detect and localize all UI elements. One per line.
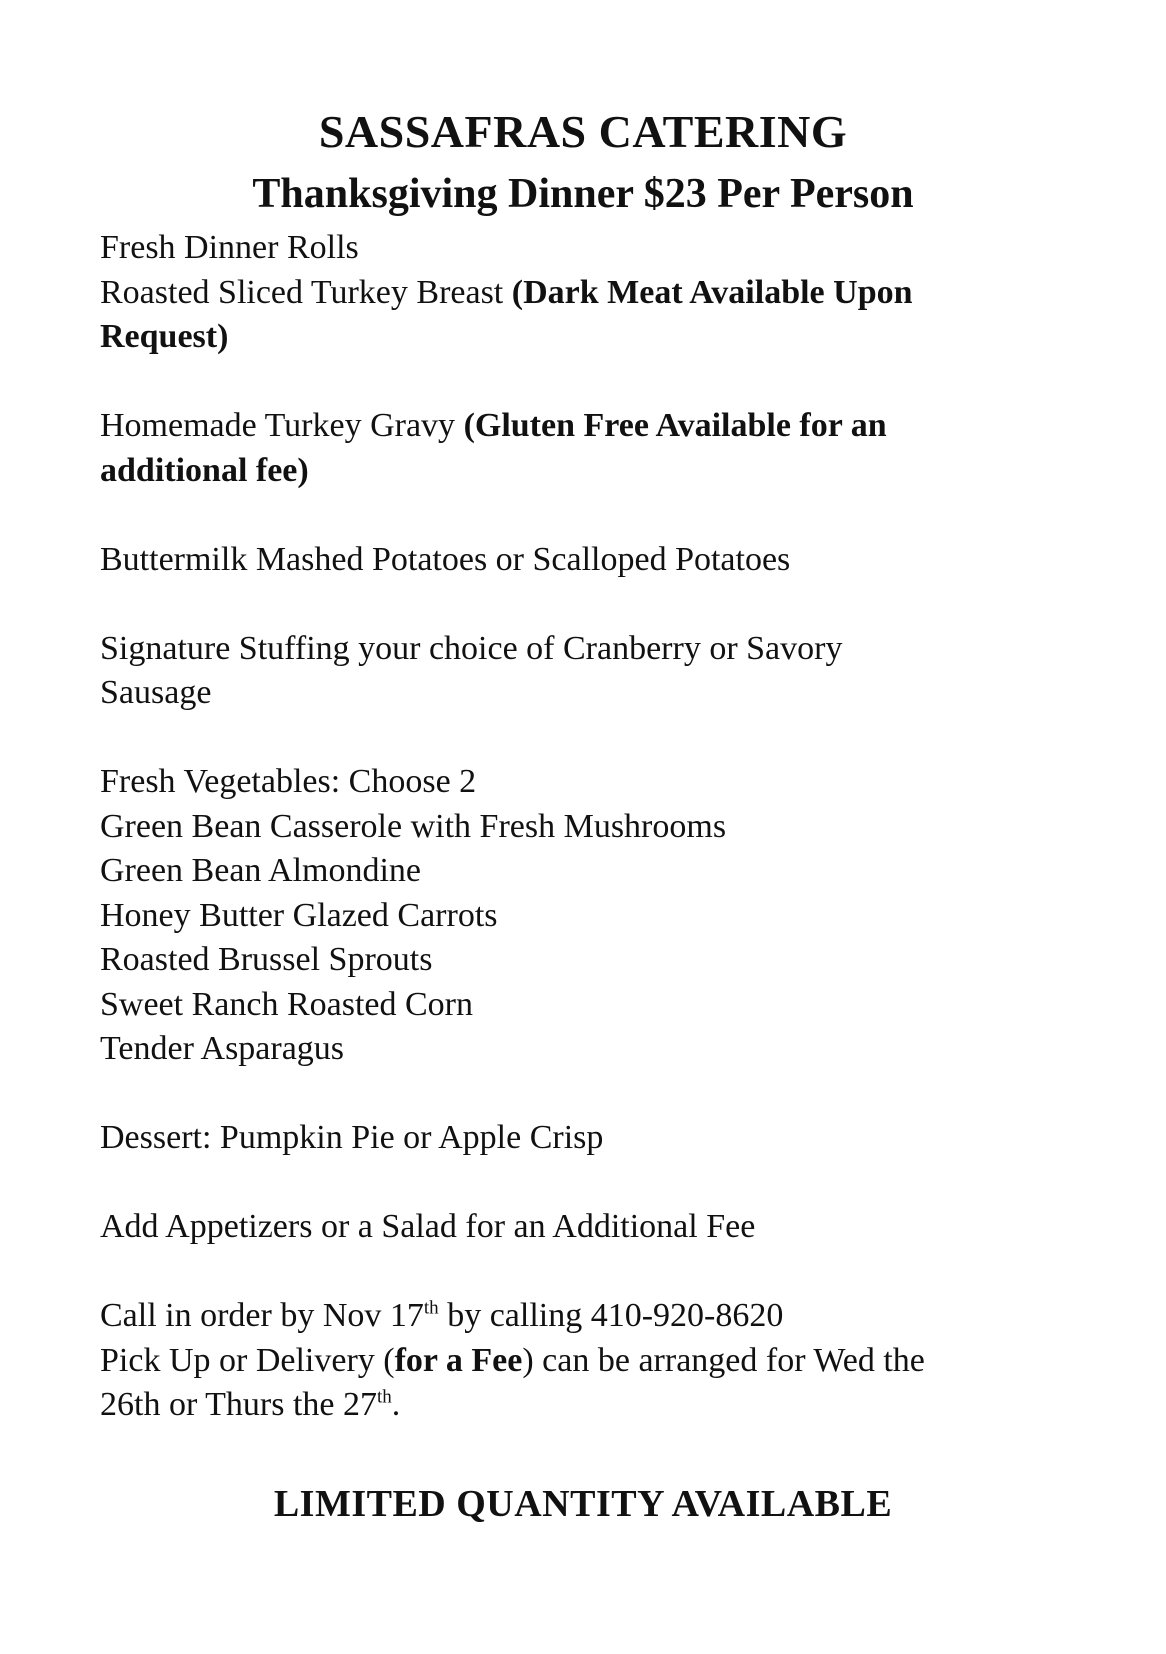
gravy-note-continued: additional fee) bbox=[100, 451, 309, 489]
vegetable-item: Green Bean Casserole with Fresh Mushrooms bbox=[100, 807, 727, 845]
spacer bbox=[100, 582, 1090, 627]
limited-quantity-notice: LIMITED QUANTITY AVAILABLE bbox=[273, 1483, 893, 1525]
spacer bbox=[100, 1250, 1090, 1295]
menu-item-rolls: Fresh Dinner Rolls bbox=[100, 229, 359, 266]
pickup-dates: 26th or Thurs the 27 bbox=[100, 1386, 378, 1423]
menu-item-stuffing: Signature Stuffing your choice of Cranberry or Savory bbox=[100, 629, 843, 667]
pickup-arrangement: ) can be arranged for Wed the bbox=[522, 1341, 925, 1379]
spacer bbox=[100, 1072, 1090, 1117]
pickup-line bbox=[100, 1339, 1090, 1384]
menu-list bbox=[100, 226, 1090, 1428]
pickup-dates-line bbox=[100, 1383, 1090, 1428]
vegetable-item: Sweet Ranch Roasted Corn bbox=[100, 985, 473, 1023]
menu-item-potatoes: Buttermilk Mashed Potatoes or Scalloped Potatoes bbox=[100, 540, 791, 578]
order-call-line bbox=[100, 1294, 1090, 1339]
spacer bbox=[100, 716, 1090, 761]
spacer bbox=[100, 1161, 1090, 1206]
pickup-dates-end: . bbox=[391, 1386, 401, 1423]
order-deadline: Call in order by Nov 17 bbox=[100, 1297, 424, 1334]
ordinal-suffix: th bbox=[377, 1386, 392, 1408]
vegetable-item: Tender Asparagus bbox=[100, 1030, 345, 1067]
pickup-text: Pick Up or Delivery ( bbox=[100, 1341, 395, 1379]
turkey-label: Roasted Sliced Turkey Breast bbox=[100, 273, 504, 311]
pickup-fee: for a Fee bbox=[394, 1341, 523, 1379]
page-subtitle: Thanksgiving Dinner $23 Per Person bbox=[252, 171, 914, 217]
spacer bbox=[100, 360, 1090, 405]
menu-item-dessert: Dessert: Pumpkin Pie or Apple Crisp bbox=[100, 1119, 604, 1156]
vegetable-item: Roasted Brussel Sprouts bbox=[100, 941, 433, 978]
menu-item-turkey bbox=[100, 271, 1090, 316]
turkey-note: (Dark Meat Available Upon bbox=[511, 273, 913, 311]
menu-item-stuffing-continued: Sausage bbox=[100, 674, 212, 711]
spacer bbox=[100, 493, 1090, 538]
menu-addons: Add Appetizers or a Salad for an Additional Fee bbox=[100, 1208, 756, 1245]
turkey-note-continued: Request) bbox=[100, 318, 229, 355]
gravy-note: (Gluten Free Available for an bbox=[463, 407, 887, 444]
vegetable-item: Honey Butter Glazed Carrots bbox=[100, 896, 498, 934]
menu-item-gravy bbox=[100, 404, 1090, 449]
ordinal-suffix: th bbox=[423, 1297, 439, 1319]
order-phone: by calling 410-920-8620 bbox=[438, 1297, 784, 1334]
vegetable-item: Green Bean Almondine bbox=[100, 852, 422, 889]
page-title: SASSAFRAS CATERING bbox=[318, 106, 848, 157]
vegetables-heading: Fresh Vegetables: Choose 2 bbox=[100, 763, 477, 800]
gravy-label: Homemade Turkey Gravy bbox=[100, 407, 456, 444]
